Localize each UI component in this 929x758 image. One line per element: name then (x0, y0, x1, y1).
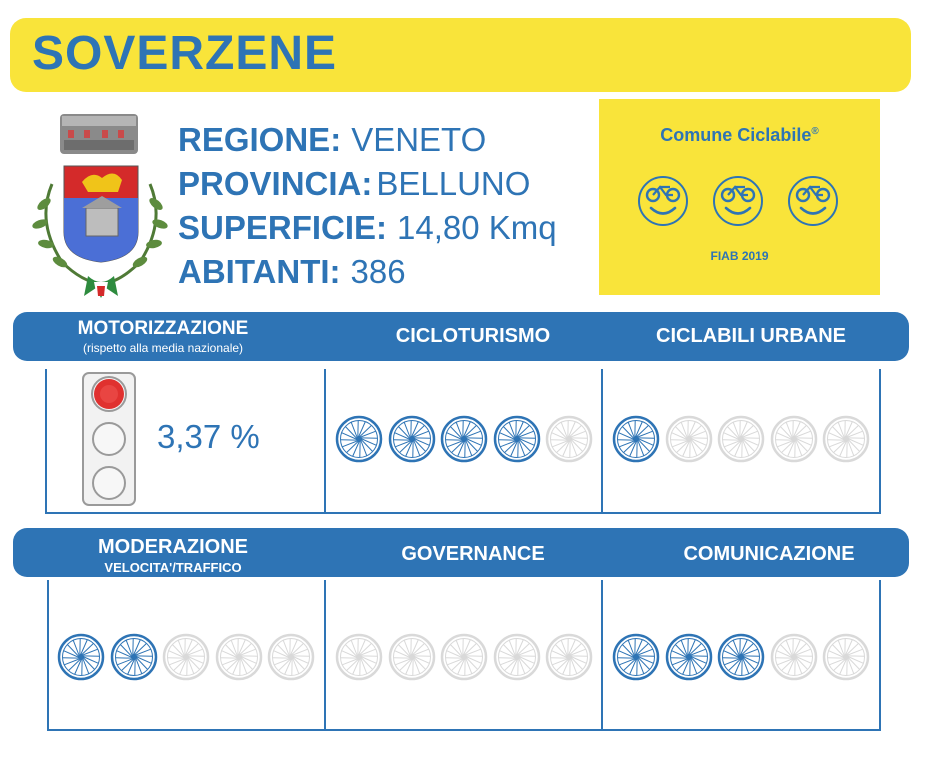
moderazione-wheel-filled-icon (110, 633, 158, 681)
section2-divider-1 (324, 580, 326, 729)
badge-title-text: Comune Ciclabile (660, 125, 812, 145)
moderazione-wheel-empty-icon (267, 633, 315, 681)
info-province-label: PROVINCIA: (178, 165, 373, 202)
cicloturismo-wheel-filled-icon (335, 415, 383, 463)
title-bar (10, 18, 911, 92)
governance-wheel-empty-icon (440, 633, 488, 681)
info-population-value: 386 (350, 253, 406, 290)
motorizzazione-label: MOTORIZZAZIONE (77, 318, 249, 339)
ciclabili-urbane-label: CICLABILI URBANE (656, 325, 846, 347)
governance-label: GOVERNANCE (401, 543, 545, 565)
badge-registered-mark: ® (811, 126, 819, 137)
comunicazione-label: COMUNICAZIONE (683, 543, 855, 565)
comunicazione-wheel-empty-icon (822, 633, 870, 681)
section2-header (13, 528, 909, 577)
badge-icons (636, 175, 846, 227)
info-region (178, 118, 557, 162)
cicloturismo-wheel-filled-icon (493, 415, 541, 463)
info-province-value: BELLUNO (376, 165, 531, 202)
motorizzazione-sublabel: (rispetto alla media nazionale) (82, 341, 244, 355)
smiling-bike-icon (711, 175, 765, 227)
comunicazione-wheel-filled-icon (612, 633, 660, 681)
motorizzazione-value: 3,37 % (157, 418, 260, 455)
traffic-light-icon (82, 372, 136, 506)
info-population-label: ABITANTI: (178, 253, 341, 290)
comunicazione-wheel-filled-icon (717, 633, 765, 681)
ciclabili-urbane-wheel-filled-icon (612, 415, 660, 463)
section1-divider-2 (601, 369, 603, 512)
moderazione-wheel-filled-icon (57, 633, 105, 681)
moderazione-label: MODERAZIONE (98, 536, 248, 558)
badge-footer: FIAB 2019 (710, 249, 769, 263)
info-area (178, 206, 557, 250)
info-province (178, 162, 557, 206)
ciclabili-urbane-wheel-empty-icon (717, 415, 765, 463)
info-area-value: 14,80 Kmq (397, 209, 557, 246)
moderazione-wheel-empty-icon (162, 633, 210, 681)
moderazione-sublabel: VELOCITA'/TRAFFICO (104, 560, 242, 575)
comunicazione-wheel-empty-icon (770, 633, 818, 681)
governance-wheel-empty-icon (545, 633, 593, 681)
smiling-bike-icon (636, 175, 690, 227)
ciclabili-urbane-wheel-empty-icon (665, 415, 713, 463)
section1-header (13, 312, 909, 361)
cicloturismo-wheel-filled-icon (388, 415, 436, 463)
section1-divider-1 (324, 369, 326, 512)
moderazione-wheel-empty-icon (215, 633, 263, 681)
ciclabili-urbane-wheel-empty-icon (822, 415, 870, 463)
governance-wheel-empty-icon (493, 633, 541, 681)
badge-title (599, 125, 880, 146)
town-name: SOVERZENE (32, 27, 338, 80)
cicloturismo-wheel-filled-icon (440, 415, 488, 463)
ciclabili-urbane-wheel-empty-icon (770, 415, 818, 463)
cicloturismo-wheel-empty-icon (545, 415, 593, 463)
smiling-bike-icon (786, 175, 840, 227)
info-population (178, 250, 557, 294)
governance-wheel-empty-icon (388, 633, 436, 681)
info-area-label: SUPERFICIE: (178, 209, 388, 246)
info-region-label: REGIONE: (178, 121, 342, 158)
section2-divider-2 (601, 580, 603, 729)
cicloturismo-label: CICLOTURISMO (395, 325, 551, 347)
coat-of-arms-icon (22, 112, 172, 302)
governance-wheel-empty-icon (335, 633, 383, 681)
comune-ciclabile-badge (599, 99, 880, 295)
info-region-value: VENETO (351, 121, 487, 158)
town-info (178, 118, 557, 294)
comunicazione-wheel-filled-icon (665, 633, 713, 681)
